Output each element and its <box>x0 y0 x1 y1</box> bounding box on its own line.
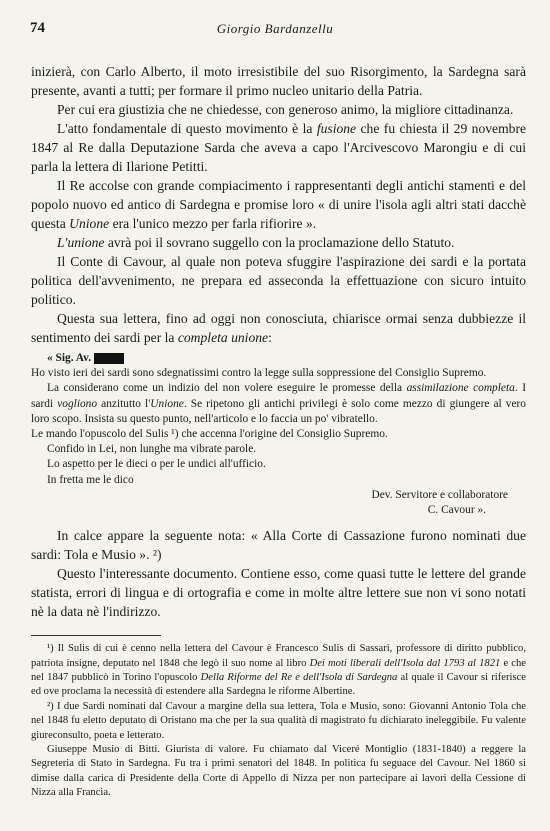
footnotes <box>31 642 526 800</box>
letter-line: Le mando l'opuscolo del Sulis ¹) che accenna l'origine del Consiglio Supremo. <box>31 428 388 441</box>
redaction-mark <box>94 353 124 364</box>
main-text <box>31 62 526 347</box>
paragraph: Il Re accolse con grande compiacimento i rappresentanti degli antichi stamenti e del popolo nuovo ed antico di Sardegna e promise loro « di unire l'isola agli altri stati dacchè questa Unione era l'unico mezzo per farla rifiorire ». <box>31 178 526 231</box>
letter-line: In fretta me le dico <box>47 473 134 486</box>
letter-salutation: « Sig. Av. <box>31 351 526 366</box>
letter-signature: Dev. Servitore e collaboratore <box>371 488 508 501</box>
footnote: ¹) Il Sulis di cui è cenno nella lettera del Cavour è Francesco Sulis di Sassari, professore di diritto pubblico, patriota insigne, deputato nel 1848 che legò il suo nome al libro Dei moti liberali dell'Isola dal 1793 al 1821 e che nel 1847 pubblicò in Torino l'opuscolo Della Riforme del Re e dell'Isola di Sardegna al quale il Cavour si riferisce ed ove proclama la necessità di estendere alla Sardegna le riforme Albertine. <box>31 643 526 698</box>
letter-line: Ho visto ieri dei sardi sono sdegnatissimi contro la legge sulla soppressione del Consiglio Supremo. <box>31 367 487 380</box>
running-title: Giorgio Bardanzellu <box>216 21 334 36</box>
paragraph: In calce appare la seguente nota: « Alla Corte di Cassazione furono nominati due sardi: Tola e Musio ». ²) <box>31 528 526 563</box>
paragraph: L'atto fondamentale di questo movimento è la fusione che fu chiesta il 29 novembre 1847 al Re dalla Deputazione Sarda che aveva a capo l'Arcivescovo Marongiu e di cui parla la lettera di Ilarione Petitti. <box>31 121 527 174</box>
letter-line: Confido in Lei, non lunghe ma vibrate parole. <box>47 443 257 456</box>
paragraph: Questa sua lettera, fino ad oggi non conosciuta, chiarisce ormai senza dubbiezze il sentimento dei sardi per la completa unione: <box>31 311 526 345</box>
main-text-continued <box>31 526 526 621</box>
page-number: 74 <box>30 20 45 36</box>
footnote-rule <box>31 635 161 636</box>
footnote: Giuseppe Musio di Bitti. Giurista di valore. Fu chiamato dal Viceré Montiglio (1831-1840) a reggere la Segreteria di Stato in Sardegna. Fu tra i primi senatori del 1848. In politica fu seguace del Cavour. Nel 1860 si dimise dalla carica di Presidente della Corte di Appello di Nizza per non partecipare ai lavori della Cessione di Nizza alla Francia. <box>31 744 526 799</box>
footnote: ²) I due Sardi nominati dal Cavour a margine della sua lettera, Tola e Musio, sono: Giovanni Antonio Tola che nel 1848 fu eletto deputato di Oristano ma che per la sua qualità di magistrato fu dichiarato ineleggibile. Fu valente giureconsulto, poeta e letterato. <box>31 700 526 741</box>
paragraph: Per cui era giustizia che ne chiedesse, con generoso animo, la migliore cittadinanza. <box>57 102 514 117</box>
page-header <box>30 20 520 40</box>
letter-line: La considerano come un indizio del non volere eseguire le promesse della assimilazione completa. I sardi vogliono anzitutto l'Unione. Se ripetono gli antichi privilegi è solo come mezzo di giungere al vero loro scopo. Insista su questo punto, nell'articolo e lo faccia un po' vibratello. <box>31 382 526 425</box>
page-body <box>31 62 526 801</box>
letter-line: Lo aspetto per le dieci o per le undici all'ufficio. <box>47 458 266 471</box>
paragraph: Il Conte di Cavour, al quale non poteva sfuggire l'aspirazione dei sardi e la portata politica dell'avvenimento, ne prepara ed asseconda la effettuazione con sicuro intuito politico. <box>31 254 526 307</box>
paragraph: Questo l'interessante documento. Contiene esso, come quasi tutte le lettere del grande statista, errori di lingua e di ortografia e come in molte altre lettere sue non vi sono notati nè la data nè l'indirizzo. <box>31 566 526 620</box>
letter-signature-name: C. Cavour ». <box>427 504 486 517</box>
paragraph: inizierà, con Carlo Alberto, il moto irresistibile del suo Risorgimento, la Sardegna sarà presente, avanti a tutti; per formare il primo nucleo unitario della Patria. <box>31 64 526 98</box>
paragraph: L'unione avrà poi il sovrano suggello con la proclamazione dello Statuto. <box>57 235 455 250</box>
quoted-letter <box>31 351 526 518</box>
